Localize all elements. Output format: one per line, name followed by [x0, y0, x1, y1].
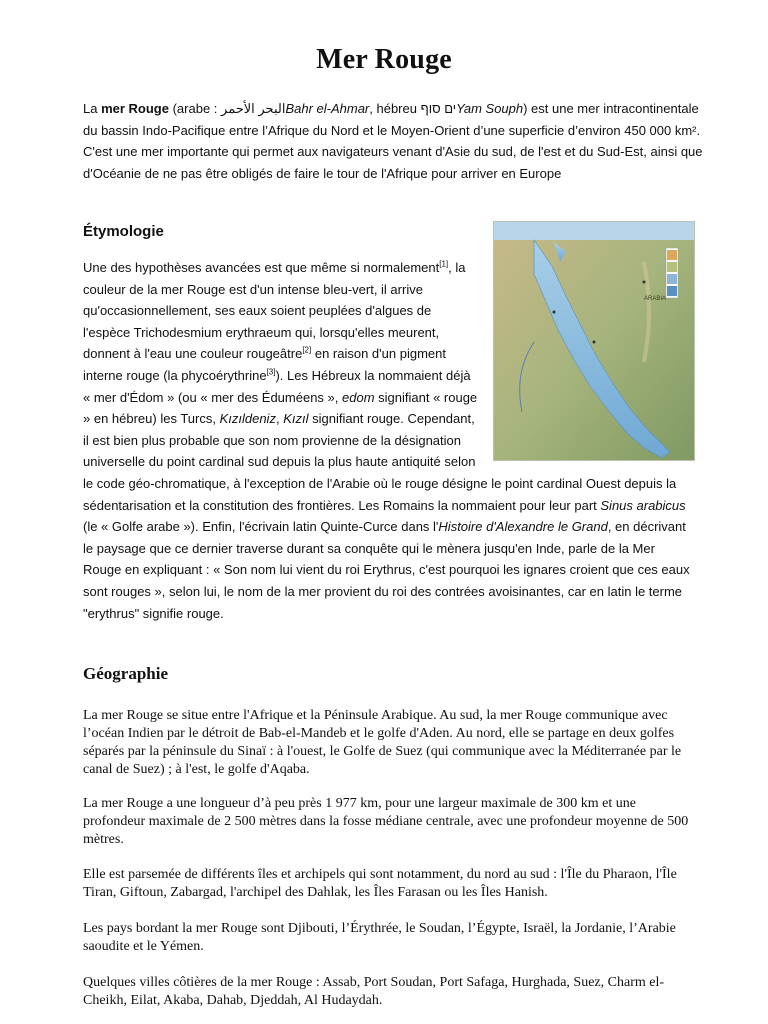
geographie-paragraph-5	[83, 974, 693, 1010]
map-label-arabia: ARABIA	[644, 296, 667, 302]
hebrew-name: ים סוף	[420, 101, 457, 116]
geo-text: La mer Rouge se situe entre l'Afrique et la Péninsule Arabique. Au sud, la mer Rouge communique avec l’océan Indien par le détroit de Bab-el-Mandeb et le golfe d'Aden. Au nord, elle se partage en deux golfes séparés par la péninsule du Sinaï : à l'ouest, le Golfe de Suez (qui communique avec la Méditerranée par le canal de Suez) ; à l'est, le golfe d'Aqaba.	[83, 708, 682, 777]
geo-text: Quelques villes côtières de la mer Rouge : Assab, Port Soudan, Port Safaga, Hurghada, Suez, Charm el-Cheikh, Eilat, Akaba, Dahab, Djeddah, Al Hudaydah.	[83, 975, 665, 1008]
etymologie-text: signifiant « rouge » en hébreu) les Turcs,	[83, 389, 478, 427]
etymologie-italic: Kızıl	[283, 411, 309, 427]
geo-text: La mer Rouge a une longueur d’à peu près 1 977 km, pour une largeur maximale de 300 km et une profondeur maximale de 2 500 mètres dans la fosse médiane centrale, avec une profondeur moyenne de 500 mètres.	[83, 796, 689, 847]
intro-text: La	[83, 101, 102, 116]
reference-link[interactable]: [1]	[439, 259, 449, 269]
geo-text: Les pays bordant la mer Rouge sont Djibouti, l’Érythrée, le Soudan, l’Égypte, Israël, la Jordanie, l’Arabie saoudite et le Yémen.	[83, 921, 676, 954]
etymologie-italic: Histoire d'Alexandre le Grand	[438, 519, 608, 535]
arabic-name: البحر الأحمر	[221, 101, 286, 116]
etymologie-italic: edom	[342, 389, 375, 405]
geographie-paragraph-4	[83, 920, 693, 956]
etymologie-text: signifiant rouge. Cependant, il est bien plus probable que son nom provienne de la désignation universelle du point cardinal sud depuis la plus haute antiquité selon le code géo-chromatique, à l'exception de l'Arabie où le rouge désigne le point cardinal Ouest depuis la sédentarisation et la constitution des frontières. Les Romains la nommaient pour leur part	[83, 411, 677, 513]
geographie-paragraph-2	[83, 795, 693, 849]
etymologie-text: , la couleur de la mer Rouge est d'un intense bleu-vert, il arrive qu'occasionnellement, ses eaux soient peuplées d'algues de l'espèce Trichodesmium erythraeum qui, lorsqu'elles meurent, donnent à l'eau une couleur rougeâtre	[83, 260, 466, 362]
intro-bold-term: mer Rouge	[101, 101, 169, 116]
intro-text: ) est une mer intracontinentale du bassin Indo-Pacifique entre l’Afrique du Nord et le Moyen-Orient d’une superficie d’environ 450 000 km². C'est une mer importante qui permet aux navigateurs venant d'Asie du sud, de l'est et du Sud-Est, ainsi que d'Océanie de ne pas être obligés de faire le tour de l'Afrique pour arriver en Europe	[83, 101, 703, 181]
reference-link[interactable]: [3]	[266, 367, 276, 377]
etymologie-text: en raison d'un pigment interne rouge (la phycoérythrine	[83, 346, 446, 383]
etymologie-text: , en décrivant le paysage que ce dernier traverse durant sa conquête qui le mènera jusqu'en Inde, parle de la Mer Rouge en expliquant : « Son nom lui vient du roi Erythrus, c'est pourquoi les ignares croient que ces eaux sont rouges », selon lui, le nom de la mer provient du roi des contrées avoisinantes, car en latin le terme "erythrus" signifie rouge.	[83, 519, 690, 621]
etymologie-italic: Sinus arabicus	[600, 497, 686, 513]
etymologie-italic: Kızıldeniz	[219, 411, 276, 427]
reference-link[interactable]: [2]	[302, 346, 312, 356]
etymologie-text: ). Les Hébreux la nommaient déjà « mer d'Édom » (ou « mer des Éduméens »,	[83, 367, 471, 405]
section-heading-etymologie: Étymologie	[83, 223, 164, 240]
intro-italic: Yam Souph	[456, 101, 524, 116]
etymologie-text: (le « Golfe arabe »). Enfin, l'écrivain latin Quinte-Curce dans l'	[83, 519, 439, 535]
red-sea-map-icon	[493, 221, 695, 461]
etymologie-text: ,	[275, 411, 284, 427]
intro-italic: Bahr el-Ahmar	[285, 101, 370, 116]
geographie-paragraph-3	[83, 866, 693, 902]
geo-text: Elle est parsemée de différents îles et archipels qui sont notamment, du nord au sud : l'Île du Pharaon, l'Île Tiran, Giftoun, Zabargad, l'archipel des Dahlak, les Îles Farasan ou les Îles Hanish.	[83, 867, 677, 900]
etymologie-text: Une des hypothèses avancées est que même si normalement	[83, 260, 440, 275]
geographie-paragraph-1	[83, 707, 693, 779]
intro-paragraph	[83, 98, 703, 184]
section-heading-geographie: Géographie	[83, 664, 168, 683]
intro-text: (arabe :	[168, 101, 222, 116]
page-title: Mer Rouge	[316, 44, 452, 75]
intro-text: , hébreu	[369, 101, 421, 116]
etymologie-paragraph	[83, 257, 695, 624]
